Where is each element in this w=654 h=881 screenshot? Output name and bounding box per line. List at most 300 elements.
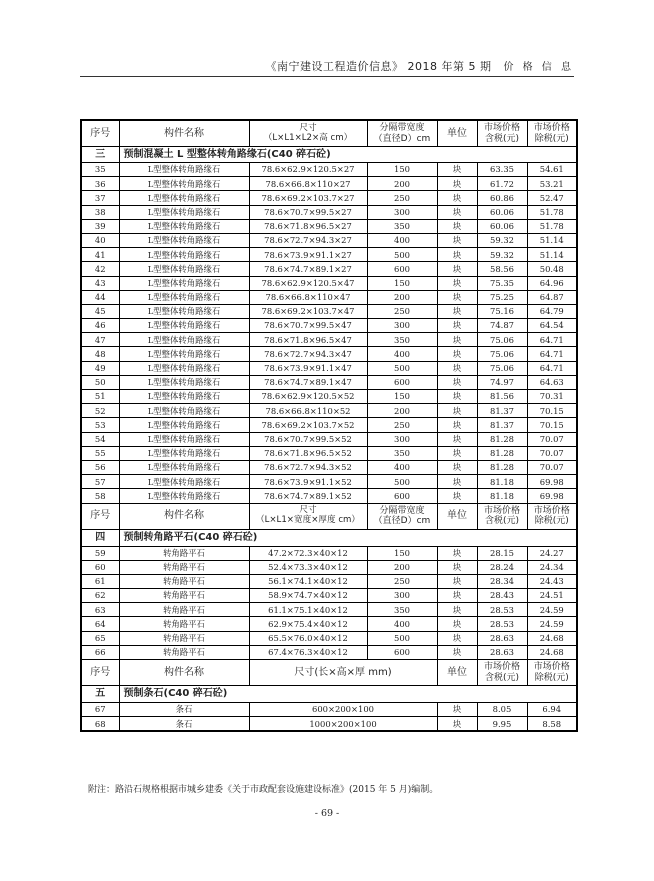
table-row [81,361,577,375]
cell-gap: 500 [367,248,437,262]
cell-price-tax: 75.06 [477,347,527,361]
cell-price-tax: 28.34 [477,574,527,588]
cell-name: 条石 [119,717,249,732]
cell-price-notax: 70.07 [527,460,577,474]
cell-no: 39 [81,219,119,233]
table-row [81,163,577,177]
table-row [81,333,577,347]
header-no: 序号 [81,503,119,529]
cell-gap: 350 [367,446,437,460]
section-number: 四 [81,529,119,546]
cell-size: 78.6×74.7×89.1×47 [249,375,367,389]
cell-price-tax: 60.06 [477,205,527,219]
table-row [81,177,577,191]
cell-unit: 块 [437,589,477,603]
cell-size: 56.1×74.1×40×12 [249,574,367,588]
cell-no: 36 [81,177,119,191]
header-name: 构件名称 [119,120,249,147]
cell-no: 58 [81,489,119,503]
cell-name: L型整体转角路缘石 [119,333,249,347]
cell-no: 45 [81,304,119,318]
table-row [81,304,577,318]
cell-price-tax: 75.35 [477,276,527,290]
cell-price-notax: 51.78 [527,205,577,219]
cell-no: 59 [81,546,119,560]
cell-no: 68 [81,717,119,732]
table-row [81,603,577,617]
cell-size: 78.6×74.7×89.1×27 [249,262,367,276]
cell-gap: 400 [367,460,437,474]
section-title: 预制条石(C40 碎石砼) [119,686,577,703]
header-size [249,120,367,147]
cell-price-tax: 8.05 [477,703,527,717]
cell-price-tax: 81.56 [477,390,527,404]
cell-no: 42 [81,262,119,276]
cell-price-tax: 81.18 [477,489,527,503]
cell-unit: 块 [437,304,477,318]
table-row [81,645,577,659]
table-row [81,390,577,404]
cell-unit: 块 [437,645,477,659]
cell-no: 51 [81,390,119,404]
cell-size: 78.6×71.8×96.5×47 [249,333,367,347]
header-size: 尺寸(长×高×厚 mm) [249,660,437,686]
cell-no: 57 [81,475,119,489]
cell-unit: 块 [437,404,477,418]
cell-size: 78.6×70.7×99.5×47 [249,319,367,333]
cell-no: 62 [81,589,119,603]
cell-name: 转角路平石 [119,546,249,560]
table-row [81,404,577,418]
cell-size: 78.6×69.2×103.7×52 [249,418,367,432]
cell-name: L型整体转角路缘石 [119,191,249,205]
header-unit: 单位 [437,120,477,147]
cell-price-tax: 60.06 [477,219,527,233]
table-header-row [81,660,577,686]
table-row [81,617,577,631]
cell-unit: 块 [437,290,477,304]
cell-price-notax: 53.21 [527,177,577,191]
cell-no: 35 [81,163,119,177]
cell-price-tax: 60.86 [477,191,527,205]
cell-size: 78.6×73.9×91.1×52 [249,475,367,489]
cell-price-tax: 74.97 [477,375,527,389]
cell-price-notax: 24.59 [527,617,577,631]
header-gap [367,503,437,529]
cell-unit: 块 [437,560,477,574]
table-row [81,432,577,446]
cell-name: L型整体转角路缘石 [119,177,249,191]
table-row [81,191,577,205]
cell-no: 37 [81,191,119,205]
cell-size: 78.6×74.7×89.1×52 [249,489,367,503]
cell-gap: 250 [367,418,437,432]
header-line: 除税(元) [534,133,569,144]
cell-name: L型整体转角路缘石 [119,304,249,318]
cell-size: 78.6×69.2×103.7×47 [249,304,367,318]
header-line: 尺寸 [299,122,317,133]
cell-price-notax: 70.15 [527,404,577,418]
cell-name: L型整体转角路缘石 [119,205,249,219]
table-row [81,233,577,247]
cell-size: 78.6×71.8×96.5×52 [249,446,367,460]
header-no: 序号 [81,660,119,686]
cell-size: 67.4×76.3×40×12 [249,645,367,659]
table-row [81,375,577,389]
header-line: （直径D）cm [373,516,431,526]
cell-price-tax: 81.37 [477,404,527,418]
cell-gap: 400 [367,347,437,361]
cell-unit: 块 [437,333,477,347]
cell-price-notax: 70.07 [527,446,577,460]
cell-price-notax: 64.79 [527,304,577,318]
table-row [81,290,577,304]
header-price-notax [527,660,577,686]
cell-no: 55 [81,446,119,460]
cell-price-notax: 64.71 [527,347,577,361]
cell-price-tax: 28.43 [477,589,527,603]
cell-size: 78.6×73.9×91.1×27 [249,248,367,262]
cell-name: L型整体转角路缘石 [119,418,249,432]
cell-unit: 块 [437,717,477,732]
table-row [81,717,577,732]
cell-name: 条石 [119,703,249,717]
cell-gap: 500 [367,361,437,375]
cell-gap: 150 [367,163,437,177]
header-no: 序号 [81,120,119,147]
page-header [265,58,574,74]
cell-gap: 500 [367,631,437,645]
header-line: 含税(元) [484,516,520,526]
cell-no: 38 [81,205,119,219]
cell-price-notax: 24.68 [527,631,577,645]
cell-price-tax: 28.53 [477,603,527,617]
cell-price-notax: 52.47 [527,191,577,205]
table-row [81,205,577,219]
cell-price-tax: 28.15 [477,546,527,560]
cell-name: L型整体转角路缘石 [119,347,249,361]
cell-unit: 块 [437,390,477,404]
cell-name: L型整体转角路缘石 [119,460,249,474]
cell-price-tax: 59.32 [477,233,527,247]
cell-name: 转角路平石 [119,617,249,631]
cell-price-tax: 74.87 [477,319,527,333]
cell-no: 52 [81,404,119,418]
cell-gap: 600 [367,489,437,503]
publication-title: 《南宁建设工程造价信息》 2018 年第 5 期 [265,60,492,73]
cell-name: L型整体转角路缘石 [119,475,249,489]
cell-no: 66 [81,645,119,659]
cell-price-tax: 81.28 [477,432,527,446]
cell-unit: 块 [437,219,477,233]
table-header-row [81,503,577,529]
cell-name: L型整体转角路缘石 [119,361,249,375]
cell-gap: 200 [367,404,437,418]
table-row [81,574,577,588]
cell-price-notax: 6.94 [527,703,577,717]
cell-price-notax: 51.14 [527,248,577,262]
cell-unit: 块 [437,603,477,617]
cell-no: 64 [81,617,119,631]
cell-price-tax: 61.72 [477,177,527,191]
section-row [81,529,577,546]
header-price-notax [527,120,577,147]
cell-name: 转角路平石 [119,603,249,617]
cell-name: L型整体转角路缘石 [119,375,249,389]
cell-name: L型整体转角路缘石 [119,276,249,290]
cell-no: 46 [81,319,119,333]
section-title: 预制转角路平石(C40 碎石砼) [119,529,577,546]
cell-gap: 600 [367,645,437,659]
cell-unit: 块 [437,177,477,191]
cell-unit: 块 [437,262,477,276]
cell-price-notax: 70.31 [527,390,577,404]
cell-name: L型整体转角路缘石 [119,432,249,446]
cell-gap: 200 [367,560,437,574]
cell-name: L型整体转角路缘石 [119,262,249,276]
header-line: 市场价格 [533,505,570,516]
cell-unit: 块 [437,248,477,262]
cell-no: 41 [81,248,119,262]
section-number: 五 [81,686,119,703]
table-row [81,703,577,717]
header-line: 尺寸 [299,505,317,516]
price-table [80,119,578,732]
cell-gap: 400 [367,617,437,631]
cell-unit: 块 [437,617,477,631]
page-number: - 69 - [314,808,340,819]
cell-size: 78.6×66.8×110×52 [249,404,367,418]
cell-unit: 块 [437,347,477,361]
header-gap [367,120,437,147]
cell-price-notax: 24.27 [527,546,577,560]
cell-gap: 300 [367,319,437,333]
section-label: 价 格 信 息 [503,62,574,73]
header-line: 含税(元) [484,672,520,683]
cell-unit: 块 [437,631,477,645]
cell-size: 78.6×62.9×120.5×52 [249,390,367,404]
table-row [81,460,577,474]
cell-size: 78.6×62.9×120.5×47 [249,276,367,290]
cell-gap: 200 [367,177,437,191]
cell-price-notax: 64.71 [527,361,577,375]
header-unit: 单位 [437,503,477,529]
cell-price-tax: 28.53 [477,617,527,631]
cell-price-notax: 24.68 [527,645,577,659]
cell-unit: 块 [437,460,477,474]
section-title: 预制混凝土 L 型整体转角路缘石(C40 碎石砼) [119,147,577,163]
header-line: 分隔带宽度 [379,123,425,134]
cell-unit: 块 [437,475,477,489]
cell-name: L型整体转角路缘石 [119,163,249,177]
header-line: 市场价格 [483,505,520,516]
cell-name: 转角路平石 [119,574,249,588]
section-row [81,147,577,163]
header-price-tax [477,120,527,147]
cell-price-tax: 28.63 [477,645,527,659]
cell-unit: 块 [437,446,477,460]
section-number: 三 [81,147,119,163]
header-line: （直径D）cm [373,133,431,144]
table-row [81,475,577,489]
header-unit: 单位 [437,660,477,686]
cell-gap: 300 [367,205,437,219]
cell-gap: 150 [367,276,437,290]
cell-name: L型整体转角路缘石 [119,233,249,247]
cell-price-notax: 64.54 [527,319,577,333]
cell-price-notax: 24.51 [527,589,577,603]
cell-price-tax: 81.28 [477,460,527,474]
cell-price-notax: 8.58 [527,717,577,732]
cell-size: 78.6×70.7×99.5×27 [249,205,367,219]
cell-price-notax: 24.59 [527,603,577,617]
cell-unit: 块 [437,276,477,290]
cell-gap: 150 [367,546,437,560]
section-row [81,686,577,703]
cell-size: 78.6×73.9×91.1×47 [249,361,367,375]
header-size [249,503,367,529]
table-row [81,319,577,333]
cell-name: L型整体转角路缘石 [119,248,249,262]
table-row [81,546,577,560]
table-row [81,446,577,460]
cell-gap: 350 [367,219,437,233]
cell-size: 78.6×62.9×120.5×27 [249,163,367,177]
cell-size: 78.6×66.8×110×47 [249,290,367,304]
cell-no: 60 [81,560,119,574]
cell-size: 1000×200×100 [249,717,437,732]
cell-no: 44 [81,290,119,304]
footnote: 附注：路沿石规格根据市城乡建委《关于市政配套设施建设标准》(2015 年 5 月)编制。 [88,785,439,795]
cell-gap: 200 [367,290,437,304]
cell-size: 78.6×72.7×94.3×47 [249,347,367,361]
cell-size: 52.4×73.3×40×12 [249,560,367,574]
cell-size: 65.5×76.0×40×12 [249,631,367,645]
table-row [81,631,577,645]
cell-price-notax: 64.63 [527,375,577,389]
cell-size: 78.6×72.7×94.3×27 [249,233,367,247]
cell-gap: 600 [367,375,437,389]
table-row [81,418,577,432]
cell-size: 78.6×69.2×103.7×27 [249,191,367,205]
cell-price-notax: 54.61 [527,163,577,177]
cell-size: 61.1×75.1×40×12 [249,603,367,617]
cell-name: 转角路平石 [119,560,249,574]
header-line: （L×L1×L2×高 cm） [263,132,353,143]
cell-unit: 块 [437,361,477,375]
cell-gap: 350 [367,333,437,347]
cell-unit: 块 [437,163,477,177]
table-row [81,560,577,574]
header-price-notax [527,503,577,529]
cell-no: 63 [81,603,119,617]
cell-no: 54 [81,432,119,446]
table-row [81,347,577,361]
cell-gap: 250 [367,304,437,318]
cell-unit: 块 [437,546,477,560]
cell-price-notax: 51.14 [527,233,577,247]
cell-price-tax: 63.35 [477,163,527,177]
cell-unit: 块 [437,574,477,588]
cell-unit: 块 [437,319,477,333]
cell-no: 48 [81,347,119,361]
cell-price-tax: 75.25 [477,290,527,304]
cell-name: 转角路平石 [119,631,249,645]
cell-price-tax: 28.63 [477,631,527,645]
cell-price-tax: 75.06 [477,333,527,347]
table-row [81,489,577,503]
cell-price-notax: 24.34 [527,560,577,574]
header-line: 市场价格 [483,123,520,134]
cell-unit: 块 [437,191,477,205]
header-line: （L×L1×宽度×厚度 cm） [255,515,361,525]
cell-name: L型整体转角路缘石 [119,290,249,304]
cell-price-notax: 69.98 [527,489,577,503]
cell-size: 47.2×72.3×40×12 [249,546,367,560]
cell-name: L型整体转角路缘石 [119,446,249,460]
table-row [81,248,577,262]
cell-no: 56 [81,460,119,474]
header-line: 除税(元) [534,516,569,526]
table-row [81,262,577,276]
cell-no: 50 [81,375,119,389]
header-name: 构件名称 [119,660,249,686]
cell-gap: 250 [367,574,437,588]
cell-name: L型整体转角路缘石 [119,390,249,404]
cell-no: 49 [81,361,119,375]
table-row [81,276,577,290]
cell-price-notax: 51.78 [527,219,577,233]
header-rule [80,76,574,77]
cell-price-tax: 9.95 [477,717,527,732]
header-name: 构件名称 [119,503,249,529]
cell-price-notax: 69.98 [527,475,577,489]
cell-price-notax: 64.71 [527,333,577,347]
table-row [81,219,577,233]
header-line: 分隔带宽度 [379,505,425,516]
cell-no: 53 [81,418,119,432]
cell-gap: 600 [367,262,437,276]
table-row [81,589,577,603]
cell-unit: 块 [437,205,477,219]
cell-price-tax: 81.37 [477,418,527,432]
cell-unit: 块 [437,418,477,432]
cell-no: 65 [81,631,119,645]
cell-price-tax: 59.32 [477,248,527,262]
cell-name: 转角路平石 [119,589,249,603]
header-line: 市场价格 [483,662,520,673]
table-header-row [81,120,577,147]
cell-size: 58.9×74.7×40×12 [249,589,367,603]
cell-gap: 400 [367,233,437,247]
cell-size: 78.6×71.8×96.5×27 [249,219,367,233]
cell-name: L型整体转角路缘石 [119,404,249,418]
cell-gap: 150 [367,390,437,404]
cell-price-notax: 64.87 [527,290,577,304]
cell-price-notax: 50.48 [527,262,577,276]
cell-gap: 250 [367,191,437,205]
cell-no: 43 [81,276,119,290]
cell-price-tax: 28.24 [477,560,527,574]
cell-gap: 350 [367,603,437,617]
cell-unit: 块 [437,432,477,446]
header-line: 除税(元) [534,672,569,683]
cell-price-tax: 81.18 [477,475,527,489]
cell-no: 40 [81,233,119,247]
cell-gap: 300 [367,589,437,603]
cell-size: 78.6×72.7×94.3×52 [249,460,367,474]
cell-name: L型整体转角路缘石 [119,319,249,333]
